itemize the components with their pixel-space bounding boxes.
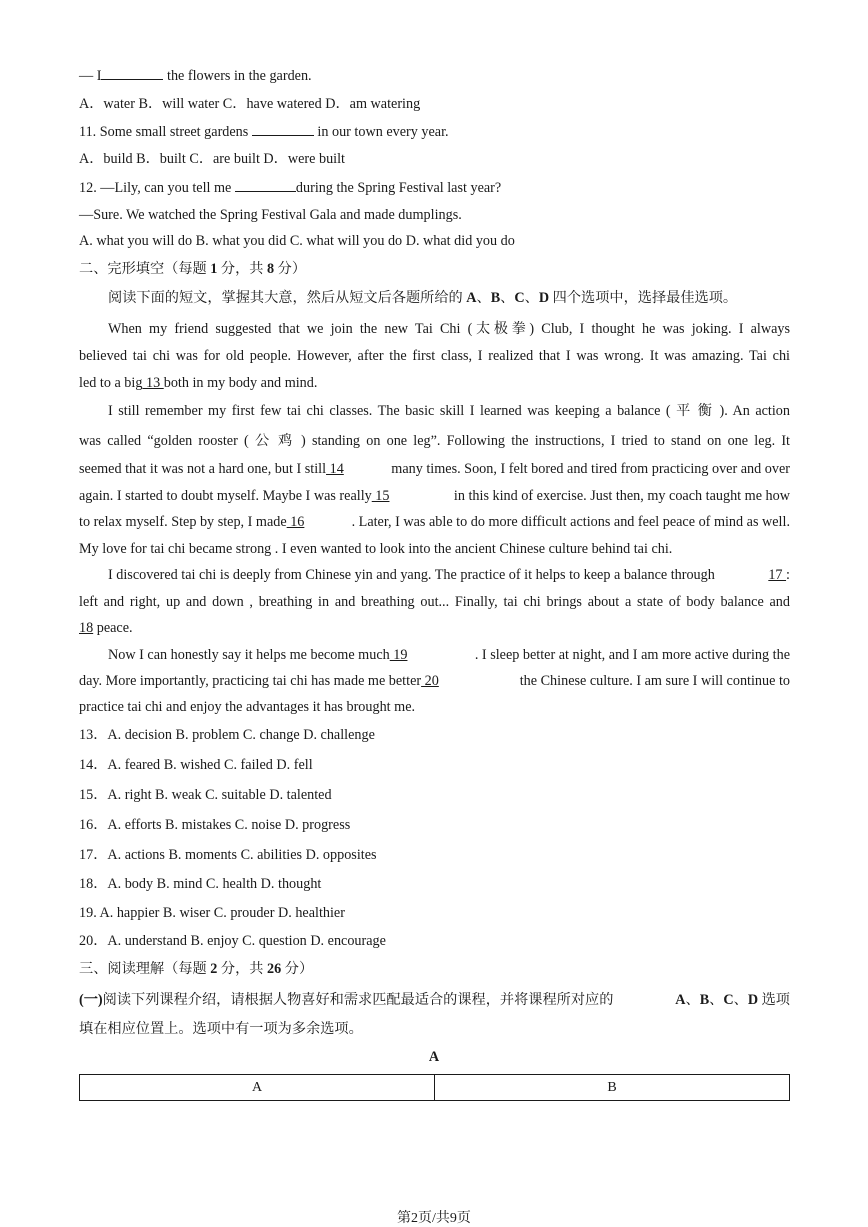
section2-points-total: 8 [267,261,275,277]
q12-options: A. what you will do B. what you did C. what will you do D. what did you do [79,233,515,249]
passage-line: left and right, up and down , breathing in and breathing out... Finally, tai chi brings about a state of body balance and [79,594,790,610]
q12-stem-start: 12. —Lily, can you tell me [79,180,235,196]
passage-line: was called “golden rooster ( 公 鸡 ) standing on one leg”. Following the instructions, I tried to stand on one leg. It [79,433,790,449]
passage-text: led to a big [79,375,143,391]
passage-text: many times. Soon, I felt bored and tired from practicing over and over [391,461,790,477]
passage-segment [79,460,344,478]
instruction-text: 阅读下列课程介绍，请根据人物喜好和需求匹配最适合的课程，并将课程所对应的 [102,992,614,1008]
section3-part1-instruction [79,991,790,1009]
passage-text: to relax myself. Step by step, I made [79,514,287,530]
instruction-text: 、 [500,290,515,306]
option-letter: A [675,992,686,1008]
q11-options: A．build B．built C．are built D．were built [79,151,345,167]
answer-blank [252,123,314,136]
option-letter: D [747,992,759,1008]
option-letter: A [466,290,477,306]
passage-text: I discovered tai chi is deeply from Chinese yin and yang. The practice of it helps to keep a balance through [108,567,715,583]
section3-points-total: 26 [267,961,282,977]
q10-options: A．water B．will water C．have watered D．am watering [79,96,421,112]
passage-text: in this kind of exercise. Just then, my coach taught me how [453,488,790,504]
passage-text: day. More importantly, practicing tai chi has made me better [79,673,422,689]
q10-line [79,67,312,85]
passage-segment [108,646,407,664]
section3-title-text: 分） [281,961,314,977]
passage-line [108,566,790,584]
passage-line: I still remember my first few tai chi classes. The basic skill I learned was keeping a balance ( 平 衡 ). An action [108,403,790,419]
cloze-blank-18: 18 [79,620,94,636]
passage-text: . Later, I was able to do more difficult actions and feel peace of mind as well. [351,514,790,530]
passage-text: : [786,567,790,583]
passage-line [79,460,790,478]
section2-title [79,260,306,278]
passage-segment [768,566,790,584]
cloze-option-17: 17．A. actions B. moments C. abilities D. opposites [79,847,377,863]
part-label: (一) [79,992,103,1008]
answer-blank [235,179,296,192]
cloze-option-15: 15．A. right B. weak C. suitable D. talented [79,787,332,803]
cloze-option-19: 19. A. happier B. wiser C. prouder D. healthier [79,905,345,921]
table-header-row [80,1075,790,1101]
passage-line [79,374,317,392]
cloze-blank-14: 14 [326,461,344,477]
section3-title-text: 三、阅读理解（每题 [79,961,211,977]
section2-points-each: 1 [210,261,218,277]
passage-line [108,646,790,664]
passage-line: My love for tai chi became strong . I even wanted to look into the ancient Chinese culture behind tai chi. [79,541,673,557]
cloze-option-14: 14．A. feared B. wished C. failed D. fell [79,757,313,773]
table-header-cell: B [435,1075,790,1101]
passage-line [79,619,133,637]
cloze-blank-19: 19 [389,647,408,663]
instruction-text: 、 [685,992,700,1008]
q11-stem [79,123,449,141]
page-footer: 第2页/共9页 [397,1211,471,1226]
passage-text: seemed that it was not a hard one, but I still [79,461,327,477]
q12-stem-end: during the Spring Festival last year? [295,180,502,196]
passage-line: believed tai chi was for old people. However, after the first class, I realized that I was wrong. It was amazing. Tai chi [79,348,790,364]
instruction-text: 、 [476,290,491,306]
passage-text: the Chinese culture. I am sure I will continue to [519,673,790,689]
answer-blank [101,67,163,80]
q12-stem [79,179,501,197]
q12-reply: —Sure. We watched the Spring Festival Gala and made dumplings. [79,207,462,223]
instruction-text: 四个选项中，选择最佳选项。 [549,290,738,306]
course-options-table [79,1074,790,1101]
passage-text: . I sleep better at night, and I am more active during the [474,647,790,663]
passage-line [79,672,790,690]
passage-text: Now I can honestly say it helps me become much [108,647,390,663]
q10-line-end: the flowers in the garden. [163,68,312,84]
option-letter: C [723,992,734,1008]
section3-title [79,960,313,978]
instruction-text: 、 [733,992,748,1008]
cloze-option-16: 16．A. efforts B. mistakes C. noise D. progress [79,817,351,833]
section2-title-text: 二、完形填空（每题 [79,261,211,277]
section3-title-text: 分，共 [217,961,268,977]
cloze-blank-17: 17 [768,567,787,583]
passage-line [79,513,790,531]
instruction-text: 、 [709,992,724,1008]
passage-segment [79,513,304,531]
table-header-cell: A [80,1075,435,1101]
passage-a-heading: A [428,1049,440,1065]
passage-segment [79,487,389,505]
option-letter: B [490,290,501,306]
section2-title-text: 分） [274,261,307,277]
instruction-body [103,991,790,1009]
cloze-blank-13: 13 [142,375,164,391]
cloze-blank-16: 16 [286,514,305,530]
option-letters [675,991,790,1009]
option-letter: D [538,290,550,306]
option-letter: C [514,290,525,306]
passage-segment [79,672,439,690]
cloze-blank-20: 20 [421,673,439,689]
q10-line-start: — I [79,68,102,84]
section3-part1-instruction-line2: 填在相应位置上。选项中有一项为多余选项。 [79,1021,363,1037]
passage-text: both in my body and mind. [163,375,318,391]
section2-title-text: 分，共 [217,261,268,277]
cloze-option-20: 20．A. understand B. enjoy C. question D. encourage [79,933,386,949]
instruction-text: 阅读下面的短文，掌握其大意，然后从短文后各题所给的 [108,290,467,306]
cloze-option-18: 18．A. body B. mind C. health D. thought [79,876,322,892]
section3-points-each: 2 [210,961,218,977]
q11-stem-start: 11. Some small street gardens [79,124,252,140]
instruction-text: 、 [524,290,539,306]
passage-line [79,487,790,505]
section2-instruction [108,289,737,307]
passage-text: peace. [93,620,133,636]
q11-stem-end: in our town every year. [313,124,449,140]
instruction-text: 选项 [758,992,790,1008]
passage-line: practice tai chi and enjoy the advantages it has brought me. [79,699,416,715]
option-letter: B [699,992,710,1008]
passage-text: again. I started to doubt myself. Maybe I was really [79,488,372,504]
cloze-blank-15: 15 [371,488,390,504]
cloze-option-13: 13．A. decision B. problem C. change D. challenge [79,727,375,743]
passage-line: When my friend suggested that we join the new Tai Chi (太极拳) Club, I thought he was joking. I always [108,321,790,337]
